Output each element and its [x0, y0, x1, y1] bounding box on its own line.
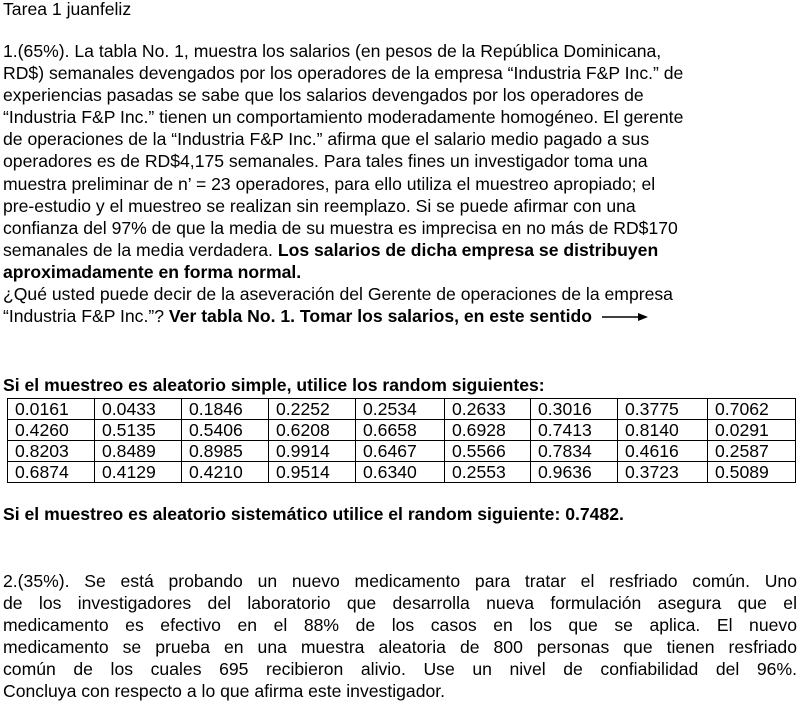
table-cell: 0.1846	[182, 399, 269, 420]
right-arrow-icon	[602, 312, 648, 322]
table-row	[8, 441, 796, 462]
problem-1-emphasis: aproximadamente en forma normal.	[3, 261, 302, 282]
problem-1-line: confianza del 97% de que la media de su muestra es imprecisa en no más de RD$170	[3, 217, 678, 238]
table-cell: 0.6340	[356, 462, 445, 483]
problem-1-emphasis: Ver tabla No. 1. Tomar los salarios, en este sentido	[168, 306, 592, 327]
problem-2-line: medicamento se prueba en una muestra aleatoria de 800 personas que tienen resfriado	[3, 637, 797, 658]
table-cell: 0.5406	[182, 420, 269, 441]
document-title: Tarea 1 juanfeliz	[3, 0, 132, 19]
table-cell: 0.6658	[356, 420, 445, 441]
problem-1-line: 1.(65%). La tabla No. 1, muestra los salarios (en pesos de la República Dominicana,	[3, 41, 662, 61]
table-cell: 0.5089	[708, 462, 796, 483]
table-cell: 0.3775	[618, 399, 708, 420]
systematic-note-text: Si el muestreo es aleatorio sistemático utilice el random siguiente: 0.7482.	[3, 504, 624, 524]
problem-1-text: semanales de la media verdadera.	[3, 239, 278, 260]
table-cell: 0.4616	[618, 441, 708, 462]
table-cell: 0.7062	[708, 399, 796, 420]
problem-1-line: operadores es de RD$4,175 semanales. Para tales fines un investigador toma una	[3, 151, 648, 172]
table-cell: 0.6467	[356, 441, 445, 462]
table-cell: 0.8489	[95, 441, 182, 462]
table-cell: 0.2587	[708, 441, 796, 462]
table-cell: 0.3016	[531, 399, 618, 420]
table-cell: 0.3723	[618, 462, 708, 483]
problem-1-line	[3, 261, 797, 283]
problem-1-line	[3, 239, 797, 261]
random-heading	[3, 374, 545, 396]
problem-2-line: 2.(35%). Se está probando un nuevo medicamento para tratar el resfriado común. Uno	[3, 571, 797, 591]
table-cell: 0.0161	[8, 399, 95, 420]
problem-2-line: común de los cuales 695 recibieron alivio. Use un nivel de confiabilidad del 96%.	[3, 659, 797, 680]
random-heading-text: Si el muestreo es aleatorio simple, utilice los random siguientes:	[3, 375, 545, 395]
problem-2-line: Concluya con respecto a lo que afirma este investigador.	[3, 681, 446, 702]
table-cell: 0.9514	[269, 462, 356, 483]
table-cell: 0.4129	[95, 462, 182, 483]
table-cell: 0.0433	[95, 399, 182, 420]
table-cell: 0.9914	[269, 441, 356, 462]
systematic-note	[3, 503, 624, 525]
table-row	[8, 399, 796, 420]
table-cell: 0.4260	[8, 420, 95, 441]
problem-1-emphasis: Los salarios de dicha empresa se distribuyen	[277, 239, 659, 260]
problem-2-line: de los investigadores del laboratorio que desarrolla nueva formulación asegura que el	[3, 593, 797, 614]
table-cell: 0.8140	[618, 420, 708, 441]
problem-1-line: muestra preliminar de n’ = 23 operadores, para ello utiliza el muestreo apropiado; el	[3, 173, 656, 194]
random-numbers-table	[7, 398, 796, 483]
table-cell: 0.5135	[95, 420, 182, 441]
table-cell: 0.7834	[531, 441, 618, 462]
table-cell: 0.8203	[8, 441, 95, 462]
table-cell: 0.9636	[531, 462, 618, 483]
table-cell: 0.6208	[269, 420, 356, 441]
problem-1-paragraph	[3, 40, 797, 327]
table-cell: 0.6874	[8, 462, 95, 483]
table-cell: 0.7413	[531, 420, 618, 441]
problem-2-line: medicamento es efectivo en el 88% de los casos en los que se aplica. El nuevo	[3, 615, 797, 636]
problem-1-text: “Industria F&P Inc.”?	[3, 306, 169, 327]
problem-2-paragraph	[3, 570, 797, 703]
problem-1-line: pre-estudio y el muestreo se realizan sin reemplazo. Si se puede afirmar con una	[3, 195, 636, 216]
table-cell: 0.2553	[445, 462, 531, 483]
table-cell: 0.2534	[356, 399, 445, 420]
table-cell: 0.2633	[445, 399, 531, 420]
table-row	[8, 462, 796, 483]
table-row	[8, 420, 796, 441]
problem-1-line: experiencias pasadas se sabe que los salarios devengados por los operadores de	[3, 85, 644, 106]
problem-1-line: RD$) semanales devengados por los operadores de la empresa “Industria F&P Inc.” de	[3, 63, 684, 84]
problem-1-line: ¿Qué usted puede decir de la aseveración del Gerente de operaciones de la empresa	[3, 284, 673, 305]
table-cell: 0.4210	[182, 462, 269, 483]
table-cell: 0.8985	[182, 441, 269, 462]
problem-1-line	[3, 305, 797, 327]
table-cell: 0.2252	[269, 399, 356, 420]
problem-1-line: de operaciones de la “Industria F&P Inc.” afirma que el salario medio pagado a sus	[3, 129, 650, 150]
table-cell: 0.5566	[445, 441, 531, 462]
problem-1-line: “Industria F&P Inc.” tienen un comportamiento moderadamente homogéneo. El gerente	[3, 107, 684, 128]
table-cell: 0.0291	[708, 420, 796, 441]
table-cell: 0.6928	[445, 420, 531, 441]
